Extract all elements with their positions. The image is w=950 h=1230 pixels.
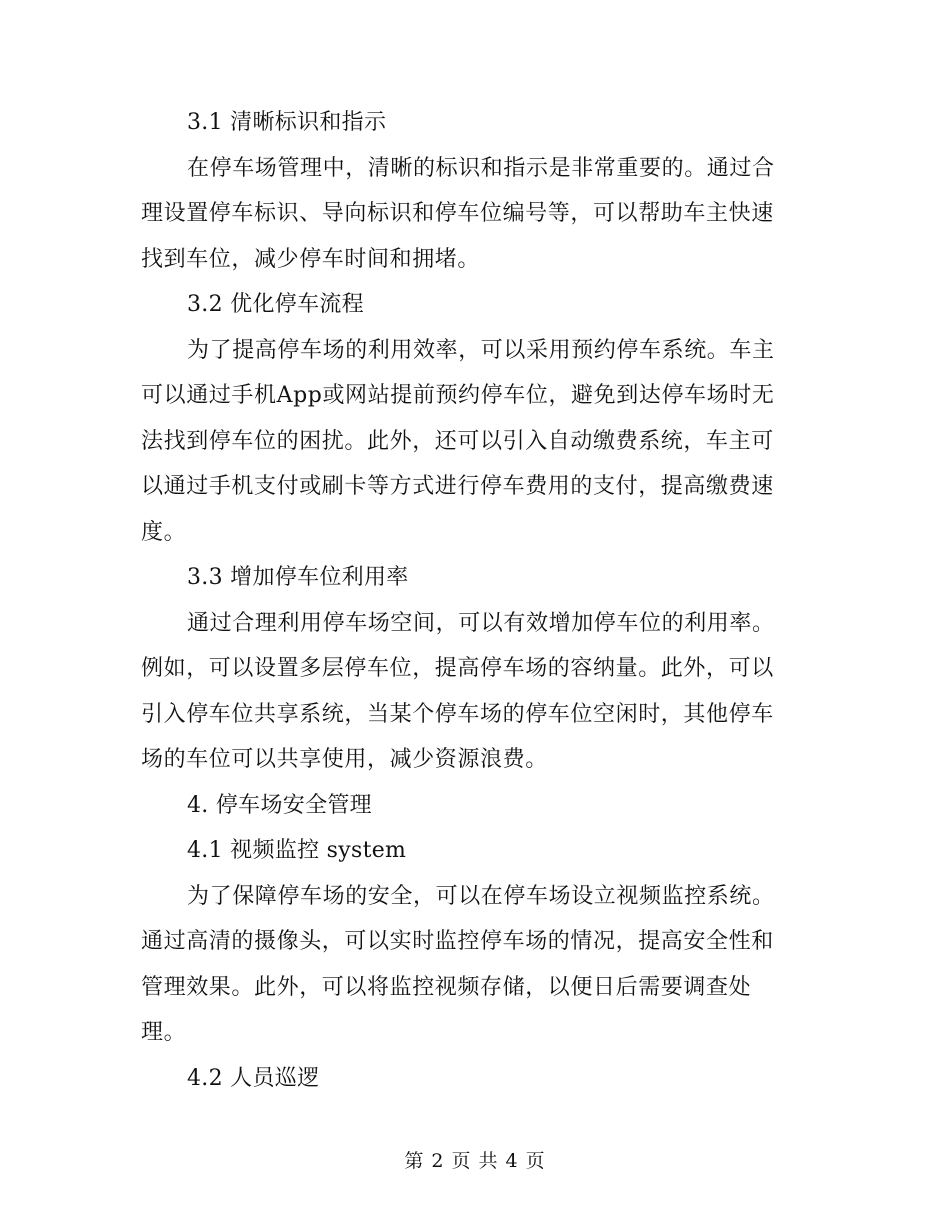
- paragraph-line: 引入停车位共享系统，当某个停车场的停车位空闲时，其他停车: [141, 701, 774, 727]
- section-heading-3-3: 3.3 增加停车位利用率: [187, 565, 409, 590]
- paragraph-line: 以通过手机支付或刷卡等方式进行停车费用的支付，提高缴费速: [141, 474, 774, 499]
- paragraph-line: 理设置停车标识、导向标识和停车位编号等，可以帮助车主快速: [141, 201, 774, 226]
- paragraph-line: 法找到停车位的困扰。此外，还可以引入自动缴费系统，车主可: [141, 428, 774, 454]
- paragraph-line: 度。: [141, 519, 187, 545]
- paragraph-line: 为了保障停车场的安全，可以在停车场设立视频监控系统。: [187, 883, 775, 909]
- paragraph-line: 场的车位可以共享使用，减少资源浪费。: [141, 747, 548, 772]
- paragraph-line: 在停车场管理中，清晰的标识和指示是非常重要的。通过合: [187, 155, 775, 181]
- paragraph-line: 找到车位，减少停车时间和拥堵。: [141, 246, 481, 272]
- paragraph-line: 管理效果。此外，可以将监控视频存储，以便日后需要调查处: [141, 974, 752, 1000]
- document-body: [141, 100, 806, 1101]
- paragraph-line: 理。: [141, 1020, 187, 1045]
- section-heading-4-1: 4.1 视频监控 system: [187, 838, 407, 863]
- paragraph-line: 通过高清的摄像头，可以实时监控停车场的情况，提高安全性和: [141, 929, 774, 954]
- section-heading-3-2: 3.2 优化停车流程: [187, 292, 364, 317]
- page-number-footer: 第 2 页 共 4 页: [404, 1150, 546, 1172]
- section-heading-4: 4. 停车场安全管理: [187, 792, 372, 818]
- section-heading-4-2: 4.2 人员巡逻: [187, 1065, 320, 1091]
- paragraph-line: 可以通过手机App或网站提前预约停车位，避免到达停车场时无: [141, 383, 775, 408]
- paragraph-line: 通过合理利用停车场空间，可以有效增加停车位的利用率。: [187, 610, 775, 636]
- paragraph-line: 例如，可以设置多层停车位，提高停车场的容纳量。此外，可以: [141, 656, 774, 681]
- section-heading-3-1: 3.1 清晰标识和指示: [187, 110, 387, 135]
- paragraph-line: 为了提高停车场的利用效率，可以采用预约停车系统。车主: [187, 337, 775, 363]
